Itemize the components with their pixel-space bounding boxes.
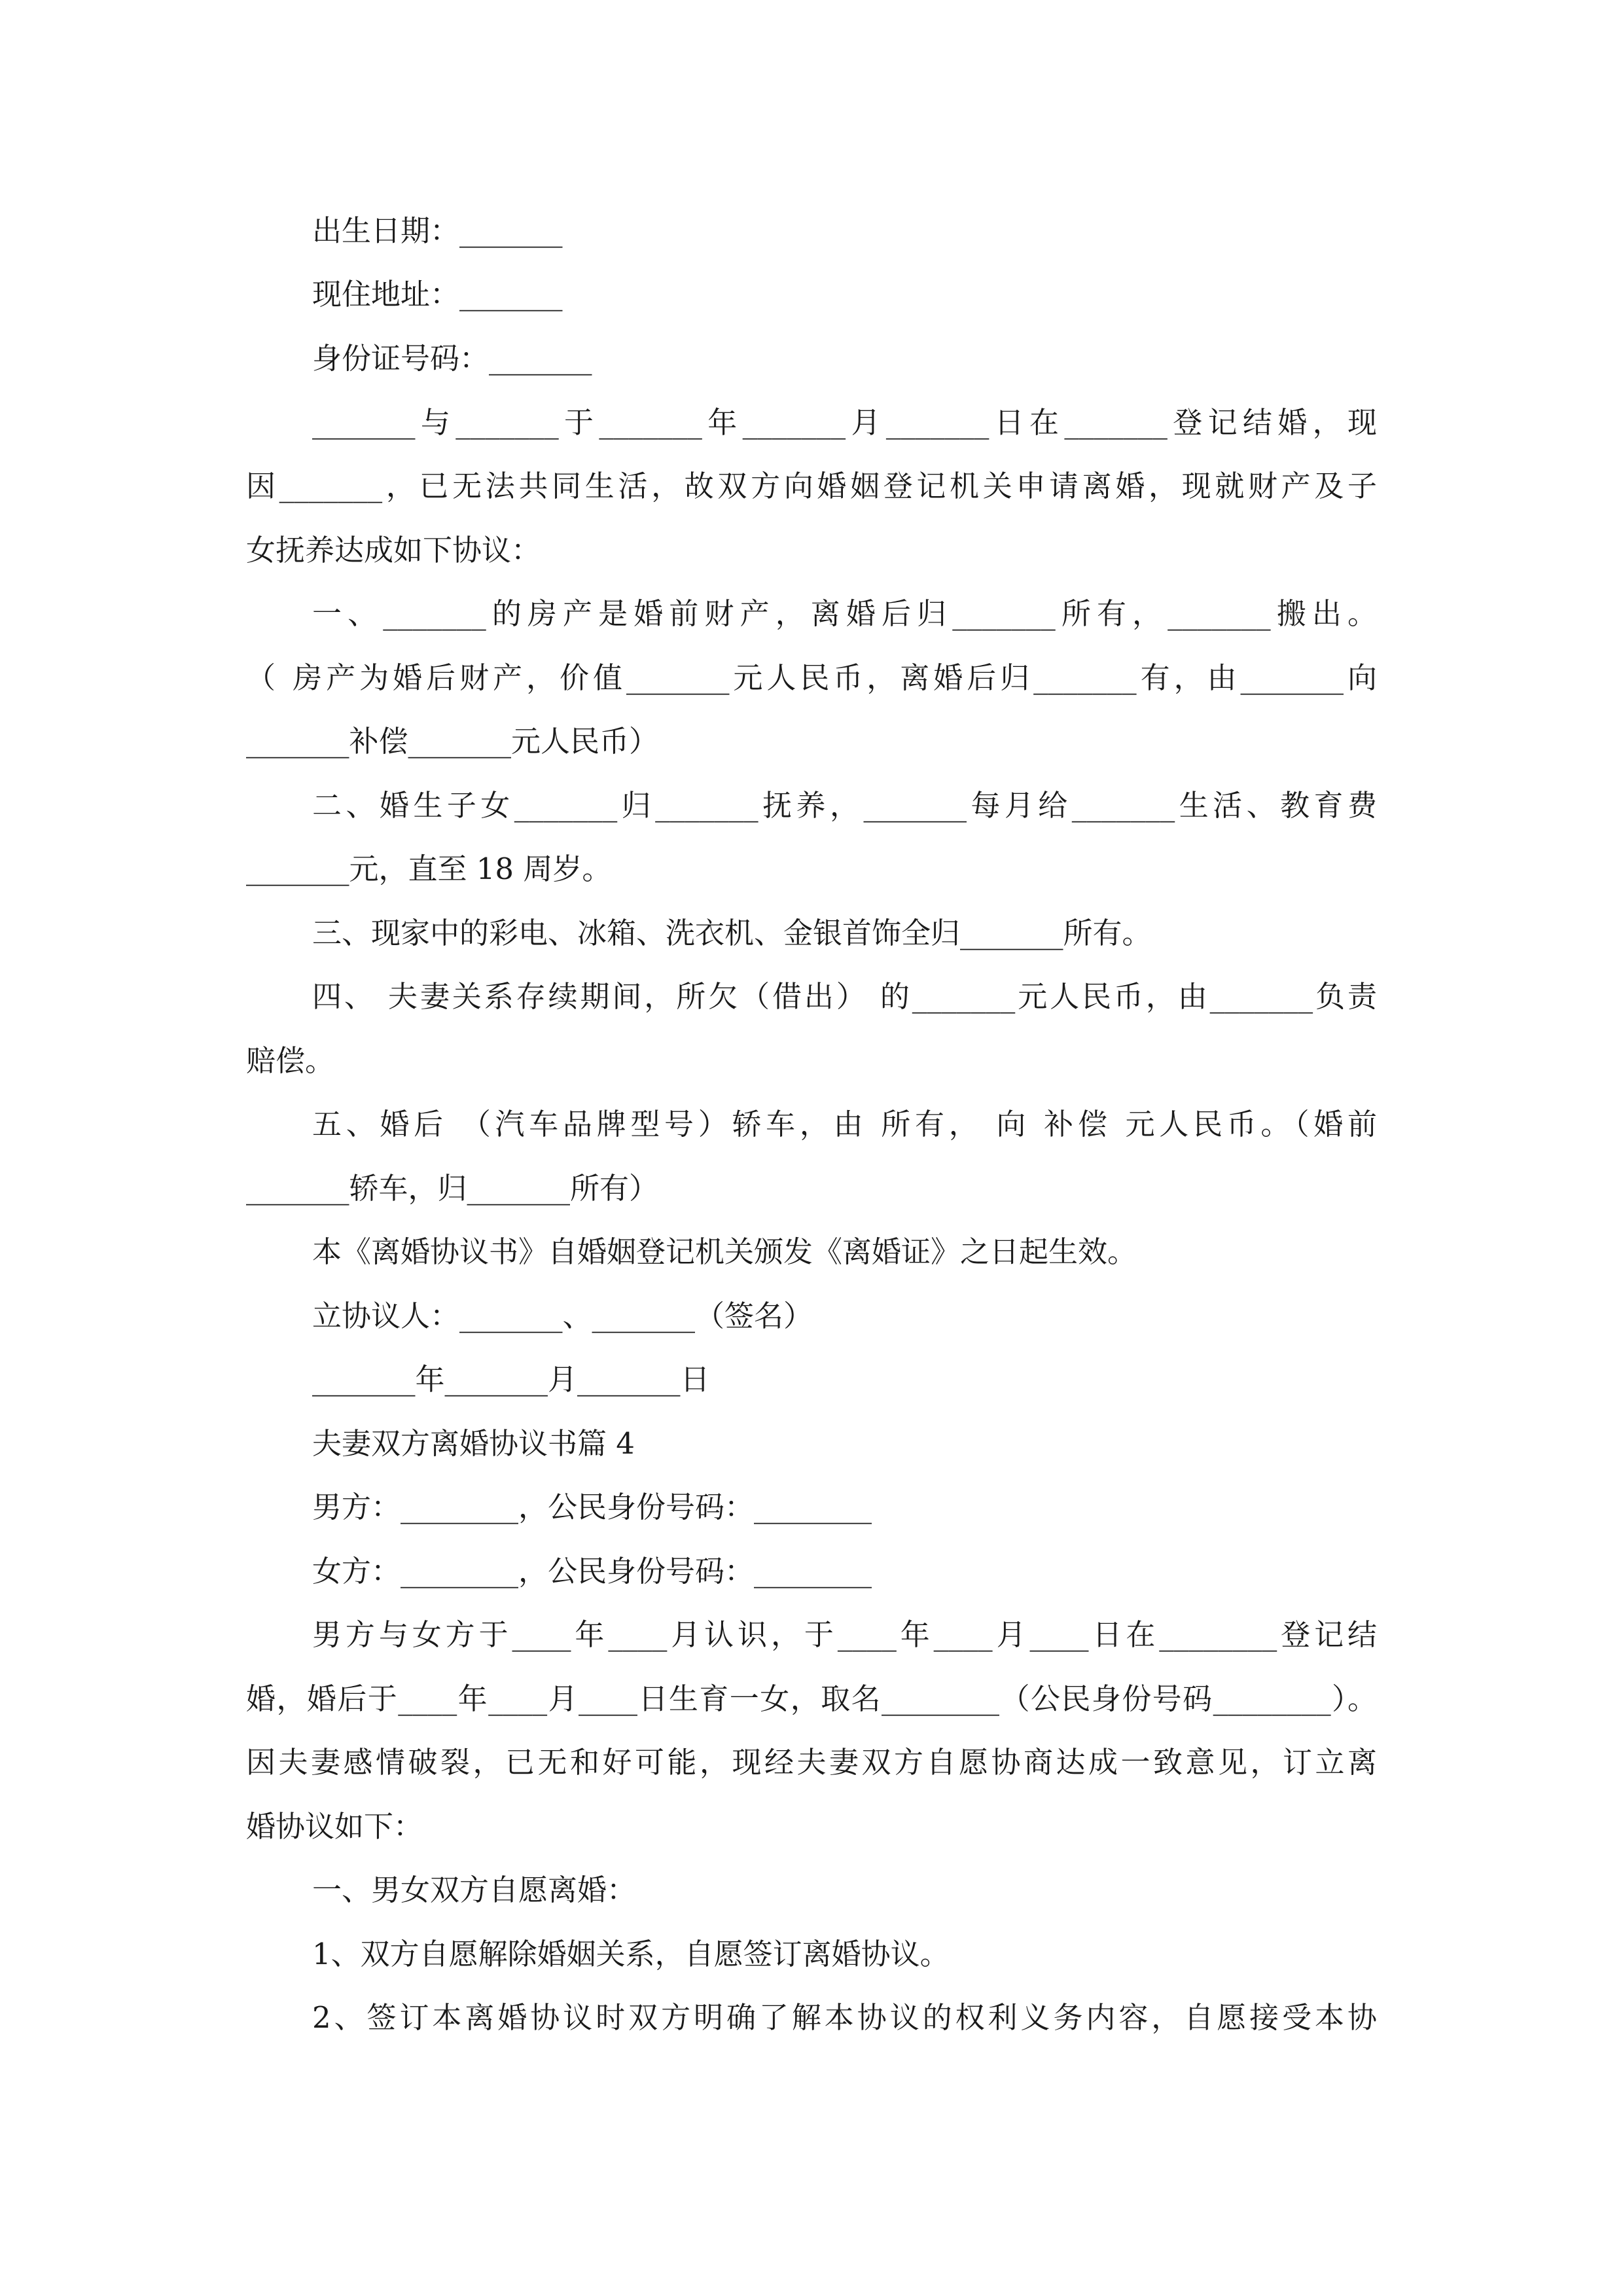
address-line: 现住地址：_______ (312, 277, 563, 312)
breakdown-line: 因夫妻感情破裂，已无和好可能，现经夫妻双方自愿协商达成一致意见，订立离 (246, 1745, 1377, 1780)
clause-3-line: 三、现家中的彩电、冰箱、洗衣机、金银首饰全归_______所有。 (312, 916, 1152, 950)
wife-line: 女方：________，公民身份号码：________ (312, 1554, 872, 1588)
clause-1-compensation-line: _______补偿_______元人民币） (246, 724, 659, 759)
id-number-line: 身份证号码：_______ (312, 341, 592, 376)
clause-2-line: 二、婚生子女_______归_______抚养，_______每月给_______生活、教育费 (312, 788, 1377, 823)
clause-5-line: 五、婚后 （汽车品牌型号）轿车，由 所有， 向 补偿 元人民币。（婚前 (312, 1107, 1377, 1141)
section-1-heading: 一、男女双方自愿离婚： (312, 1873, 637, 1907)
signatories-line: 立协议人：_______、_______（签名） (312, 1299, 813, 1333)
item-1-line: 1、双方自愿解除婚姻关系，自愿签订离婚协议。 (312, 1937, 950, 1971)
clause-5-continued-line: _______轿车，归_______所有） (246, 1171, 659, 1206)
husband-line: 男方：________，公民身份号码：________ (312, 1490, 872, 1524)
birth-date-line: 出生日期：_______ (312, 213, 563, 248)
child-birth-line: 婚，婚后于____年____月____日生育一女，取名________（公民身份号码________）。 (246, 1681, 1377, 1716)
date-line: _______年_______月_______日 (312, 1362, 710, 1397)
marriage-registration-line: _______与_______于_______年_______月_______日在_______登记结婚，现 (312, 405, 1377, 440)
section-title: 夫妻双方离婚协议书篇 4 (312, 1426, 635, 1461)
clause-1-line: 一、_______的房产是婚前财产，离婚后归_______所有，_______搬出。 (312, 596, 1377, 631)
agreement-follows-line: 婚协议如下： (246, 1809, 423, 1844)
clause-2-continued-line: _______元，直至 18 周岁。 (246, 852, 612, 886)
reason-line: 因_______，已无法共同生活，故双方向婚姻登记机关申请离婚，现就财产及子 (246, 469, 1377, 503)
effective-date-line: 本《离婚协议书》自婚姻登记机关颁发《离婚证》之日起生效。 (312, 1234, 1137, 1269)
agreement-intro-line: 女抚养达成如下协议： (246, 533, 541, 567)
clause-4-line: 四、 夫妻关系存续期间，所欠（借出） 的_______元人民币，由_______负责 (312, 979, 1377, 1014)
clause-1-note-line: （ 房产为婚后财产，价值_______元人民币，离婚后归_______有，由_______向 (246, 660, 1377, 695)
clause-4-continued-line: 赔偿。 (246, 1043, 335, 1078)
acquaintance-line: 男方与女方于____年____月认识，于____年____月____日在________登记结 (312, 1617, 1377, 1652)
item-2-line: 2、签订本离婚协议时双方明确了解本协议的权利义务内容，自愿接受本协 (312, 2000, 1377, 2035)
